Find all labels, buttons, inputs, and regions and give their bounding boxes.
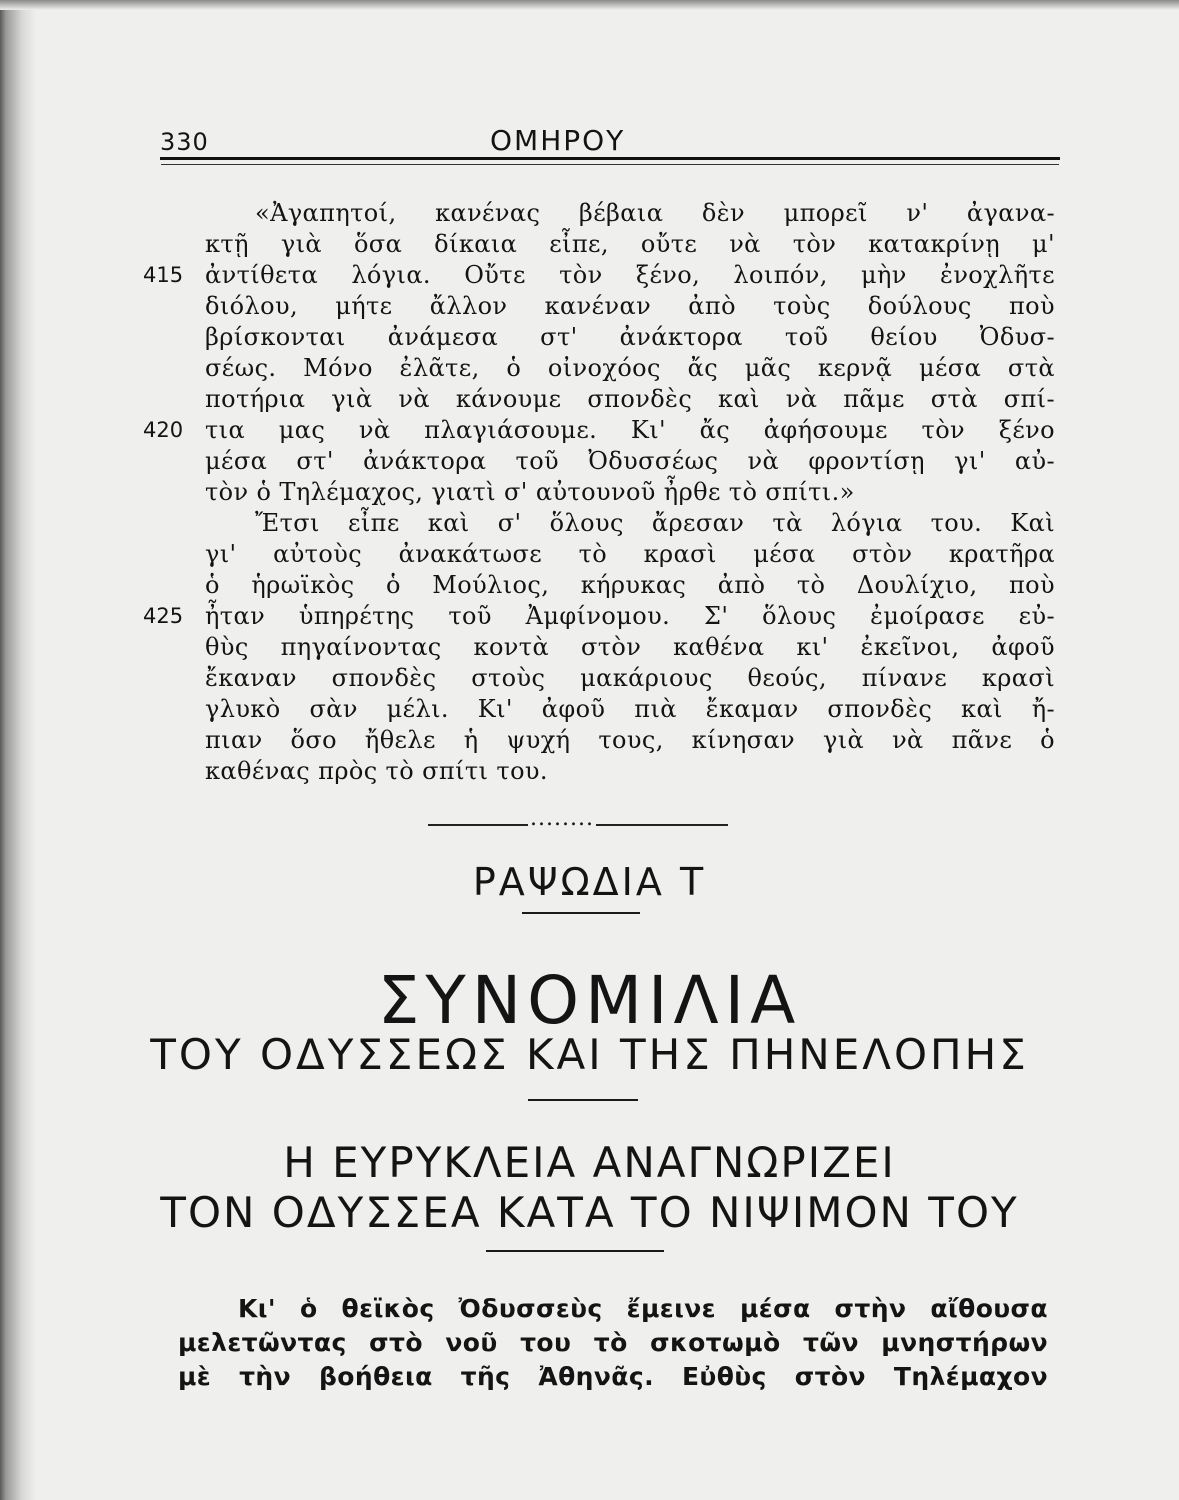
- subtitle-line-2: ΤΟΝ ΟΔΥΣΣΕΑ ΚΑΤΑ ΤΟ ΝΙΨΙΜΟΝ ΤΟΥ: [160, 1188, 1019, 1237]
- chapter-summary: [178, 1292, 1048, 1394]
- text-line: ἔκαναν σπονδὲς στοὺς μακάριους θεούς, πίνανε κρασὶ: [205, 664, 1055, 692]
- separator-dots: ........: [530, 806, 594, 831]
- summary-line: Κι' ὁ θεϊκὸς Ὀδυσσεὺς ἔμεινε μέσα στὴν αἴθουσα: [238, 1294, 1048, 1323]
- text-line: γλυκὸ σὰν μέλι. Κι' ἀφοῦ πιὰ ἔκαμαν σπονδὲς καὶ ἤ-: [205, 695, 1055, 723]
- text-line: ποτήρια γιὰ νὰ κάνουμε σπονδὲς καὶ νὰ πᾶμε στὰ σπί-: [205, 385, 1055, 413]
- text-line: κτῇ γιὰ ὅσα δίκαια εἶπε, οὔτε νὰ τὸν κατακρίνῃ μ': [205, 230, 1055, 258]
- verse-number: 420: [143, 418, 184, 442]
- section-separator: [428, 806, 728, 832]
- chapter-title-sub: ΤΟΥ ΟΔΥΣΣΕΩΣ ΚΑΙ ΤΗΣ ΠΗΝΕΛΟΠΗΣ: [150, 1030, 1029, 1079]
- running-head: ΟΜΗΡΟΥ: [490, 124, 626, 157]
- chapter-title: ΣΥΝΟΜΙΛΙΑ: [377, 962, 802, 1039]
- text-line: ὁ ἡρωϊκὸς ὁ Μούλιος, κήρυκας ἀπὸ τὸ Δουλίχιο, ποὺ: [205, 571, 1055, 599]
- text-line: τὸν ὁ Τηλέμαχος, γιατὶ σ' αὐτουνοῦ ἦρθε τὸ σπίτι.»: [205, 478, 855, 506]
- text-line: 420 τια μας νὰ πλαγιάσουμε. Κι' ἄς ἀφήσουμε τὸν ξένο: [143, 416, 1055, 444]
- binding-shadow: [0, 0, 36, 1500]
- page-number: 330: [160, 128, 209, 156]
- text-line: βρίσκονται ἀνάμεσα στ' ἀνάκτορα τοῦ θείου Ὀδυσ-: [205, 323, 1055, 351]
- text-line: 425 ἦταν ὑπηρέτης τοῦ Ἀμφίνομου. Σ' ὅλους ἐμοίρασε εὐ-: [143, 602, 1055, 630]
- text-line: γι' αὐτοὺς ἀνακάτωσε τὸ κρασὶ μέσα στὸν κρατῆρα: [205, 540, 1055, 568]
- verse-number: 415: [143, 263, 184, 287]
- rhapsody-heading: ΡΑΨΩΔΙΑ Τ: [472, 860, 707, 904]
- text-line: «Ἀγαπητοί, κανένας βέβαια δὲν μπορεῖ ν' ἀγανα-: [255, 199, 1055, 227]
- body-text: [143, 198, 1055, 787]
- summary-line: μὲ τὴν βοήθεια τῆς Ἀθηνᾶς. Εὐθὺς στὸν Τηλέμαχον: [178, 1362, 1048, 1391]
- text-line: πιαν ὅσο ἤθελε ἡ ψυχή τους, κίνησαν γιὰ νὰ πᾶνε ὁ: [205, 726, 1055, 754]
- text-line: 415 ἀντίθετα λόγια. Οὔτε τὸν ξένο, λοιπόν, μὴν ἐνοχλῆτε: [143, 261, 1055, 289]
- summary-line: μελετῶντας στὸ νοῦ του τὸ σκοτωμὸ τῶν μνηστήρων: [178, 1328, 1048, 1357]
- text-line: θὺς πηγαίνοντας κοντὰ στὸν καθένα κι' ἐκεῖνοι, ἀφοῦ: [205, 633, 1055, 661]
- text-line: καθένας πρὸς τὸ σπίτι του.: [205, 757, 548, 785]
- text-line: Ἔτσι εἶπε καὶ σ' ὅλους ἄρεσαν τὰ λόγια του. Καὶ: [255, 509, 1055, 537]
- rhapsody-rule: [522, 912, 640, 914]
- text-line: σέως. Μόνο ἐλᾶτε, ὁ οἰνοχόος ἄς μᾶς κερνᾷ μέσα στὰ: [205, 354, 1055, 382]
- title-rule: [528, 1099, 638, 1101]
- subtitle-line-1: Η ΕΥΡΥΚΛΕΙΑ ΑΝΑΓΝΩΡΙΖΕΙ: [283, 1138, 896, 1187]
- top-edge-shadow: [0, 0, 1179, 10]
- subtitle-rule: [486, 1250, 664, 1252]
- page-header: [160, 118, 1060, 158]
- header-double-rule: [160, 157, 1060, 160]
- verse-number: 425: [143, 604, 184, 628]
- text-line: διόλου, μήτε ἄλλον κανέναν ἀπὸ τοὺς δούλους ποὺ: [205, 292, 1055, 320]
- text-line: μέσα στ' ἀνάκτορα τοῦ Ὀδυσσέως νὰ φροντίσῃ γι' αὐ-: [205, 447, 1055, 475]
